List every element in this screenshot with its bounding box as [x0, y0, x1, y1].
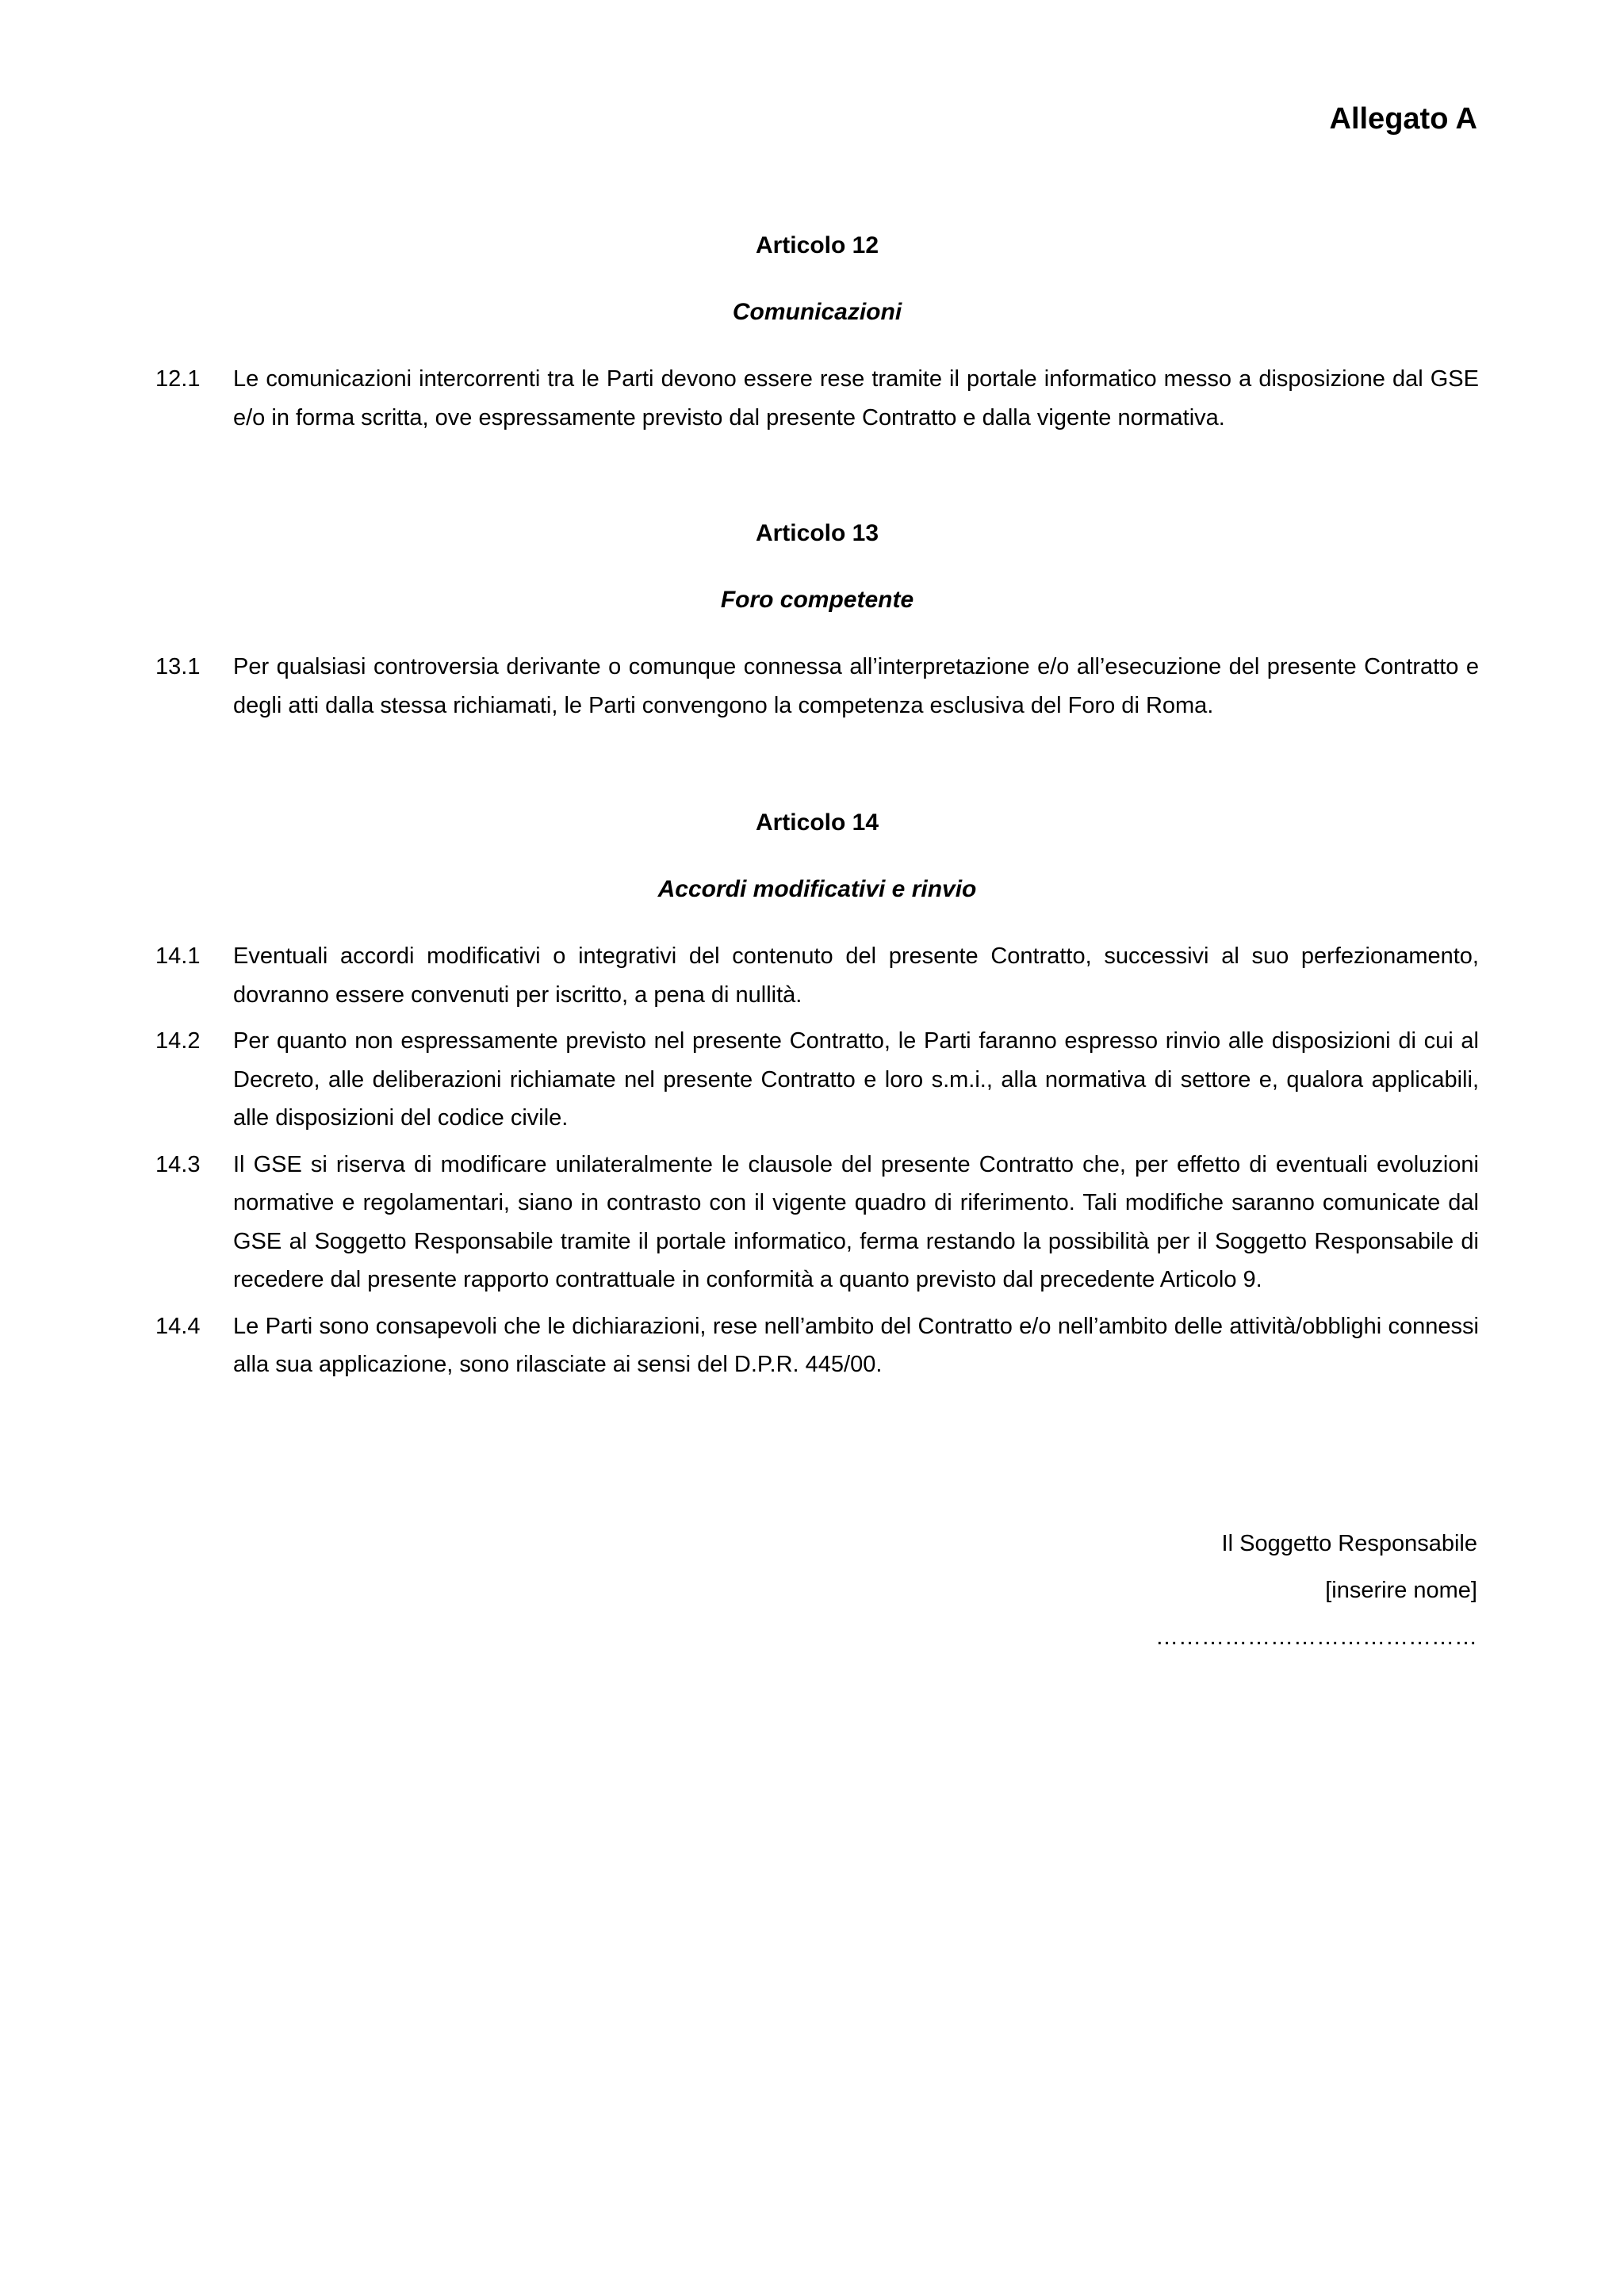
clause-14-1: [155, 937, 1479, 1014]
article-spacer: [155, 733, 1479, 804]
clause-text: Il GSE si riserva di modificare unilateralmente le clausole del presente Contratto che, per effetto di eventuali evoluzioni normative e regolamentari, siano in contrasto con il vigente quadro di riferimento. Tali modifiche saranno comunicate dal GSE al Soggetto Responsabile tramite il portale informatico, ferma restando la possibilità per il Soggetto Responsabile di recedere dal presente rapporto contrattuale in conformità a quanto previsto dal precedente Articolo 9.: [233, 1151, 1479, 1292]
article-title: Articolo 13: [755, 520, 879, 546]
signatory-name-placeholder: [inserire nome]: [1325, 1578, 1477, 1603]
clause-number: 13.1: [155, 654, 201, 679]
signature-line: ……………………………………: [1155, 1624, 1477, 1650]
clause-number: 14.4: [155, 1313, 201, 1339]
clause-list: [155, 360, 1479, 437]
clause-text: Per quanto non espressamente previsto nel presente Contratto, le Parti faranno espresso rinvio alle disposizioni di cui al Decreto, alle deliberazioni richiamate nel presente Contratto e loro s.m.i., alla normativa di settore e, qualora applicabili, alle disposizioni del codice civile.: [233, 1028, 1479, 1131]
article-12: [155, 227, 1479, 437]
signatory-role: Il Soggetto Responsabile: [1221, 1531, 1477, 1556]
clause-text: Eventuali accordi modificativi o integrativi del contenuto del presente Contratto, successivi al suo perfezionamento, dovranno essere convenuti per iscritto, a pena di nullità.: [233, 943, 1479, 1008]
clause-text: Le Parti sono consapevoli che le dichiarazioni, rese nell’ambito del Contratto e/o nell’ambito delle attività/obblighi connessi alla sua applicazione, sono rilasciate ai sensi del D.P.R. 445/00.: [233, 1313, 1479, 1377]
article-subtitle: Comunicazioni: [732, 299, 902, 325]
article-14: [155, 804, 1479, 1384]
clause-list: [155, 937, 1479, 1384]
clause-12-1: [155, 360, 1479, 437]
clause-number: 12.1: [155, 366, 201, 392]
clause-14-3: [155, 1146, 1479, 1299]
article-title: Articolo 14: [755, 809, 879, 836]
clause-number: 14.2: [155, 1028, 201, 1054]
annex-label: Allegato A: [1329, 102, 1477, 136]
clause-list: [155, 648, 1479, 725]
document-body: [155, 227, 1479, 1392]
article-title: Articolo 12: [755, 232, 879, 258]
clause-text: Le comunicazioni intercorrenti tra le Parti devono essere rese tramite il portale informatico messo a disposizione dal GSE e/o in forma scritta, ove espressamente previsto dal presente Contratto e dalla vigente normativa.: [233, 366, 1479, 430]
clause-14-2: [155, 1022, 1479, 1138]
clause-text: Per qualsiasi controversia derivante o comunque connessa all’interpretazione e/o all’esecuzione del presente Contratto e degli atti dalla stessa richiamati, le Parti convengono la competenza esclusiva del Foro di Roma.: [233, 654, 1479, 718]
article-13: [155, 515, 1479, 725]
signature-block: [1155, 1521, 1477, 1661]
article-spacer: [155, 445, 1479, 515]
clause-13-1: [155, 648, 1479, 725]
article-subtitle: Foro competente: [720, 587, 914, 613]
clause-number: 14.3: [155, 1151, 201, 1177]
article-subtitle: Accordi modificativi e rinvio: [657, 876, 977, 902]
clause-14-4: [155, 1307, 1479, 1384]
clause-number: 14.1: [155, 943, 201, 969]
